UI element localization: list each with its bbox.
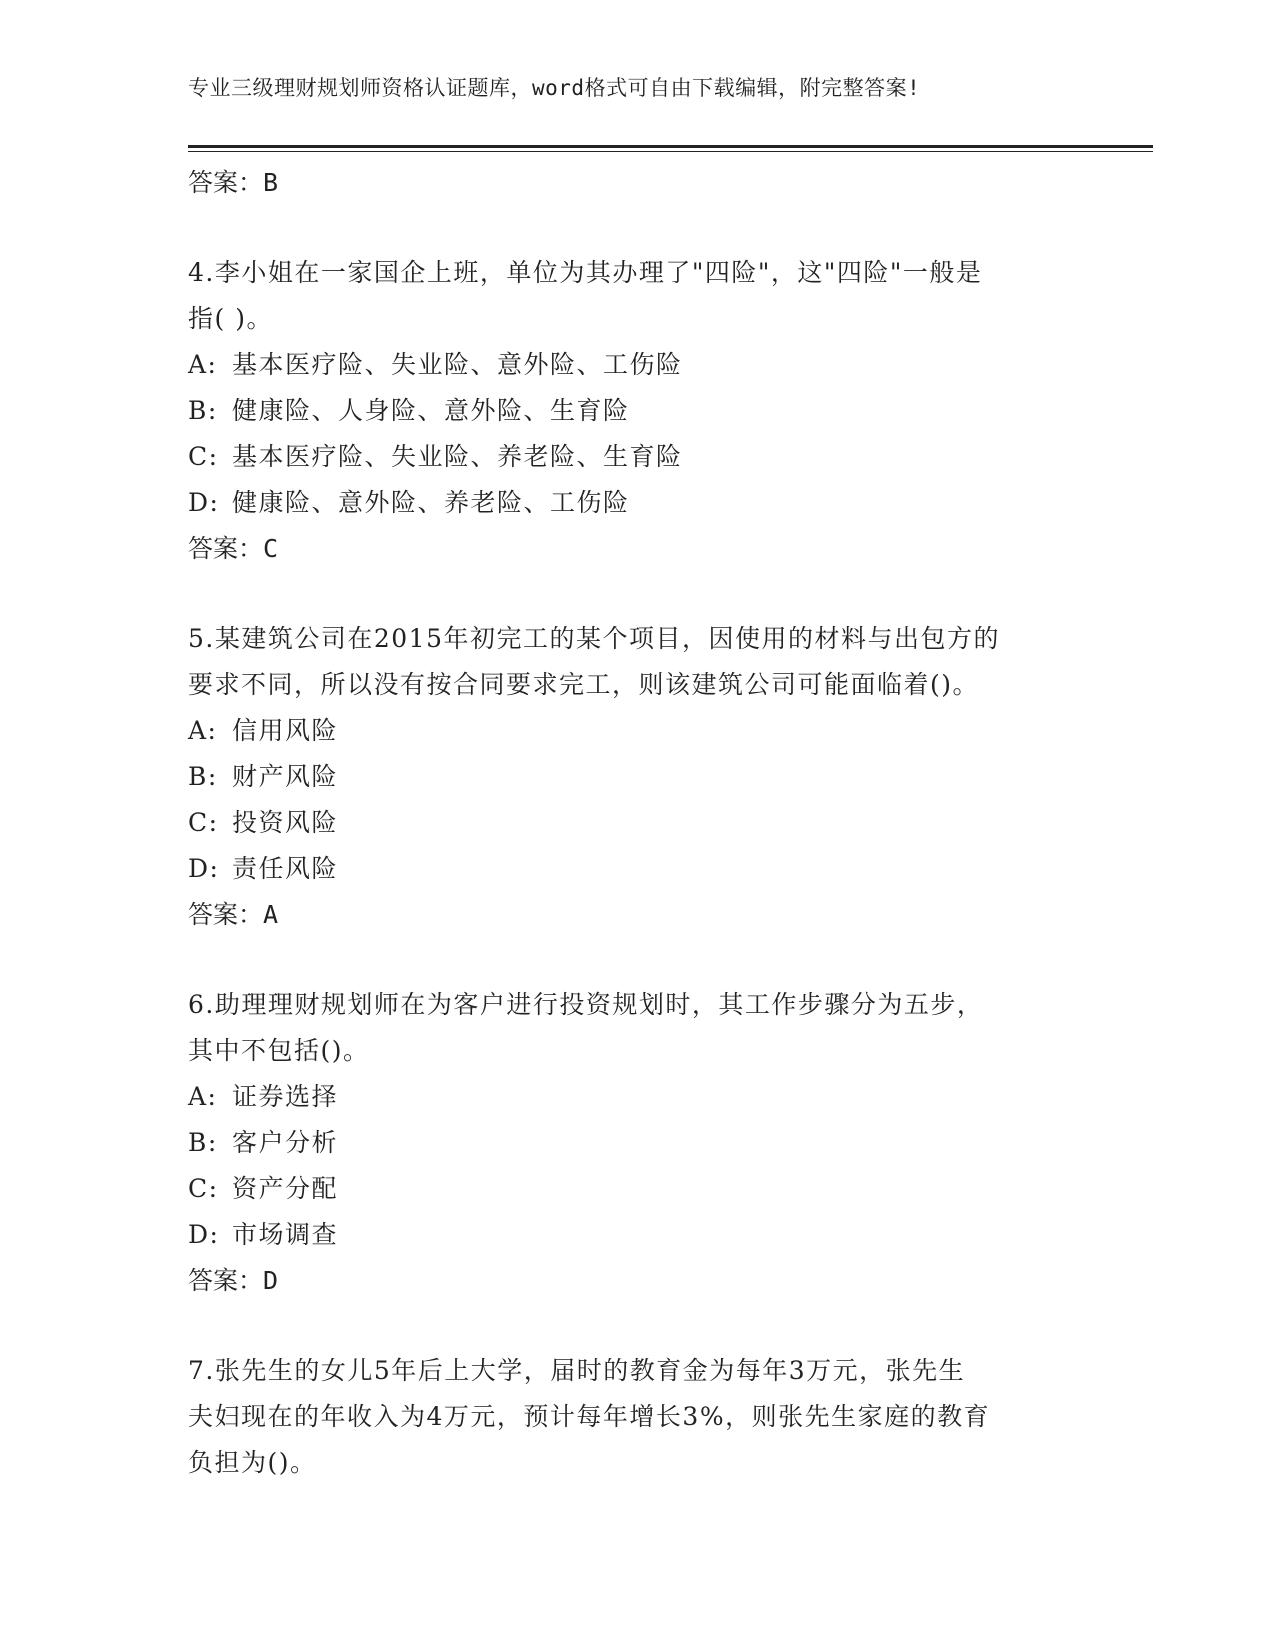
option-b xyxy=(188,1120,1088,1166)
spacer xyxy=(188,206,1088,250)
answer-label: 答案： xyxy=(188,534,264,563)
option-d xyxy=(188,846,1088,892)
option-a xyxy=(188,342,1088,388)
option-key: B: xyxy=(188,1128,218,1157)
option-key: B: xyxy=(188,762,218,791)
question-text-line: 负担为()。 xyxy=(188,1448,317,1477)
option-key: D: xyxy=(188,854,220,883)
option-d xyxy=(188,480,1088,526)
answer-value: D xyxy=(263,1266,279,1295)
spacer xyxy=(188,572,1088,616)
question-text-line: 4.李小姐在一家国企上班，单位为其办理了"四险"，这"四险"一般是 xyxy=(188,258,983,287)
answer-value: A xyxy=(263,900,279,929)
option-text: 健康险、意外险、养老险、工伤险 xyxy=(232,488,630,517)
document-body xyxy=(188,160,1088,1486)
option-text: 证券选择 xyxy=(232,1082,339,1111)
option-text: 投资风险 xyxy=(232,808,339,837)
option-text: 财产风险 xyxy=(232,762,339,791)
option-c xyxy=(188,434,1088,480)
question-block xyxy=(188,1348,1088,1486)
option-d xyxy=(188,1212,1088,1258)
spacer xyxy=(188,1304,1088,1348)
answer-label: 答案： xyxy=(188,1266,264,1295)
answer-line xyxy=(188,160,1088,206)
option-b xyxy=(188,388,1088,434)
question-text-line: 7.张先生的女儿5年后上大学，届时的教育金为每年3万元，张先生 xyxy=(188,1356,966,1385)
question-text-line: 5.某建筑公司在2015年初完工的某个项目，因使用的材料与出包方的 xyxy=(188,624,1000,653)
answer-line xyxy=(188,892,1088,938)
option-key: D: xyxy=(188,1220,220,1249)
question-block xyxy=(188,616,1088,938)
option-c xyxy=(188,1166,1088,1212)
header-rule-thin xyxy=(188,151,1153,152)
option-text: 资产分配 xyxy=(232,1174,339,1203)
option-key: C: xyxy=(188,442,219,471)
question-text-line: 指( )。 xyxy=(188,304,273,333)
question-text-line: 其中不包括()。 xyxy=(188,1036,370,1065)
question-text-line: 6.助理理财规划师在为客户进行投资规划时，其工作步骤分为五步， xyxy=(188,990,984,1019)
option-key: A: xyxy=(188,350,218,379)
option-key: A: xyxy=(188,716,218,745)
option-text: 信用风险 xyxy=(232,716,339,745)
option-c xyxy=(188,800,1088,846)
option-key: B: xyxy=(188,396,218,425)
option-key: C: xyxy=(188,1174,219,1203)
answer-line xyxy=(188,1258,1088,1304)
header-rule-thick xyxy=(188,145,1153,148)
option-text: 客户分析 xyxy=(232,1128,339,1157)
option-text: 健康险、人身险、意外险、生育险 xyxy=(232,396,630,425)
option-key: A: xyxy=(188,1082,218,1111)
option-text: 基本医疗险、失业险、养老险、生育险 xyxy=(232,442,683,471)
answer-label: 答案： xyxy=(188,900,264,929)
option-key: D: xyxy=(188,488,220,517)
option-a xyxy=(188,708,1088,754)
answer-line xyxy=(188,526,1088,572)
question-block xyxy=(188,982,1088,1304)
question-block xyxy=(188,250,1088,572)
option-a xyxy=(188,1074,1088,1120)
option-text: 责任风险 xyxy=(232,854,339,883)
option-text: 市场调查 xyxy=(232,1220,339,1249)
answer-value: B xyxy=(263,168,279,197)
spacer xyxy=(188,938,1088,982)
option-b xyxy=(188,754,1088,800)
option-key: C: xyxy=(188,808,219,837)
question-text-line: 要求不同，所以没有按合同要求完工，则该建筑公司可能面临着()。 xyxy=(188,670,980,699)
answer-value: C xyxy=(263,534,279,563)
page-header: 专业三级理财规划师资格认证题库，word格式可自由下载编辑，附完整答案! xyxy=(188,76,921,100)
option-text: 基本医疗险、失业险、意外险、工伤险 xyxy=(232,350,683,379)
answer-label: 答案： xyxy=(188,168,264,197)
question-text-line: 夫妇现在的年收入为4万元，预计每年增长3%，则张先生家庭的教育 xyxy=(188,1402,991,1431)
